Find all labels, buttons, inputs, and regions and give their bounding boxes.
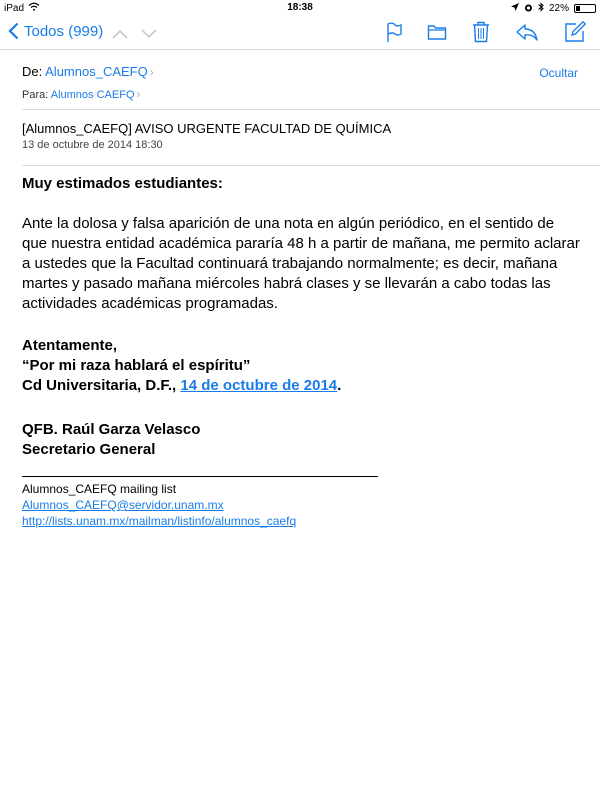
battery-percent: 22% (548, 3, 569, 14)
chevron-down-icon[interactable] (141, 26, 157, 44)
from-sender[interactable]: Alumnos_CAEFQ (45, 64, 148, 79)
to-row (22, 87, 584, 101)
chevron-right-icon: › (136, 87, 141, 101)
body-paragraph: Ante la dolosa y falsa aparición de una nota en algún periódico, en el sentido de que nuestra entidad académica pararía 48 h a partir de mañana, me permito aclarar a ustedes que la Facultad continuará trabajando normalmente; es decir, mañana martes y pasado mañana miércoles habrá clases y se llevarán a cabo todas las actividades académicas programadas. (22, 215, 580, 312)
signer-title: Secretario General (22, 441, 156, 458)
to-label: Para: (22, 89, 49, 101)
reply-icon[interactable] (515, 21, 539, 48)
status-right (511, 2, 596, 15)
status-bar (0, 0, 600, 16)
hide-details-button[interactable]: Ocultar (539, 66, 578, 80)
date-link[interactable]: 14 de octubre de 2014 (180, 377, 338, 394)
message-body (22, 174, 582, 529)
alarm-icon (524, 3, 533, 15)
mailing-list-url[interactable]: http://lists.unam.mx/mailman/listinfo/alumnos_caefq (22, 514, 297, 528)
motto: “Por mi raza hablará el espíritu” (22, 357, 251, 374)
compose-icon[interactable] (564, 21, 586, 48)
place-text: Cd Universitaria, D.F., (22, 377, 181, 394)
body-divider (22, 165, 600, 166)
back-label: Todos (999) (24, 22, 104, 40)
closing: Atentamente, (22, 337, 118, 354)
header-divider (22, 109, 600, 110)
footer-divider (22, 476, 378, 477)
location-icon (511, 3, 519, 14)
bluetooth-icon (538, 2, 544, 15)
chevron-up-icon[interactable] (112, 26, 128, 44)
greeting: Muy estimados estudiantes: (22, 175, 223, 192)
mail-toolbar (0, 16, 600, 50)
from-label: De: (22, 64, 43, 79)
signer-name: QFB. Raúl Garza Velasco (22, 421, 201, 438)
mailing-list-name: Alumnos_CAEFQ mailing list (22, 482, 177, 496)
flag-icon[interactable] (386, 21, 402, 48)
chevron-left-icon (8, 22, 19, 40)
place-line (22, 376, 582, 396)
back-button[interactable] (8, 22, 103, 40)
battery-fill (576, 6, 580, 11)
message-date: 13 de octubre de 2014 18:30 (22, 139, 163, 151)
mailing-list-footer (22, 481, 582, 529)
folder-icon[interactable] (427, 21, 447, 48)
status-time: 18:38 (287, 2, 313, 13)
mailing-list-email[interactable]: Alumnos_CAEFQ@servidor.unam.mx (22, 498, 224, 512)
device-label: iPad (4, 2, 25, 14)
to-recipient[interactable]: Alumnos CAEFQ (50, 89, 135, 101)
battery-icon (574, 4, 596, 13)
place-end: . (337, 377, 342, 394)
chevron-right-icon: › (149, 65, 154, 79)
subject: [Alumnos_CAEFQ] AVISO URGENTE FACULTAD DE QUÍMICA (22, 121, 392, 136)
from-row (22, 64, 584, 79)
trash-icon[interactable] (472, 21, 490, 48)
